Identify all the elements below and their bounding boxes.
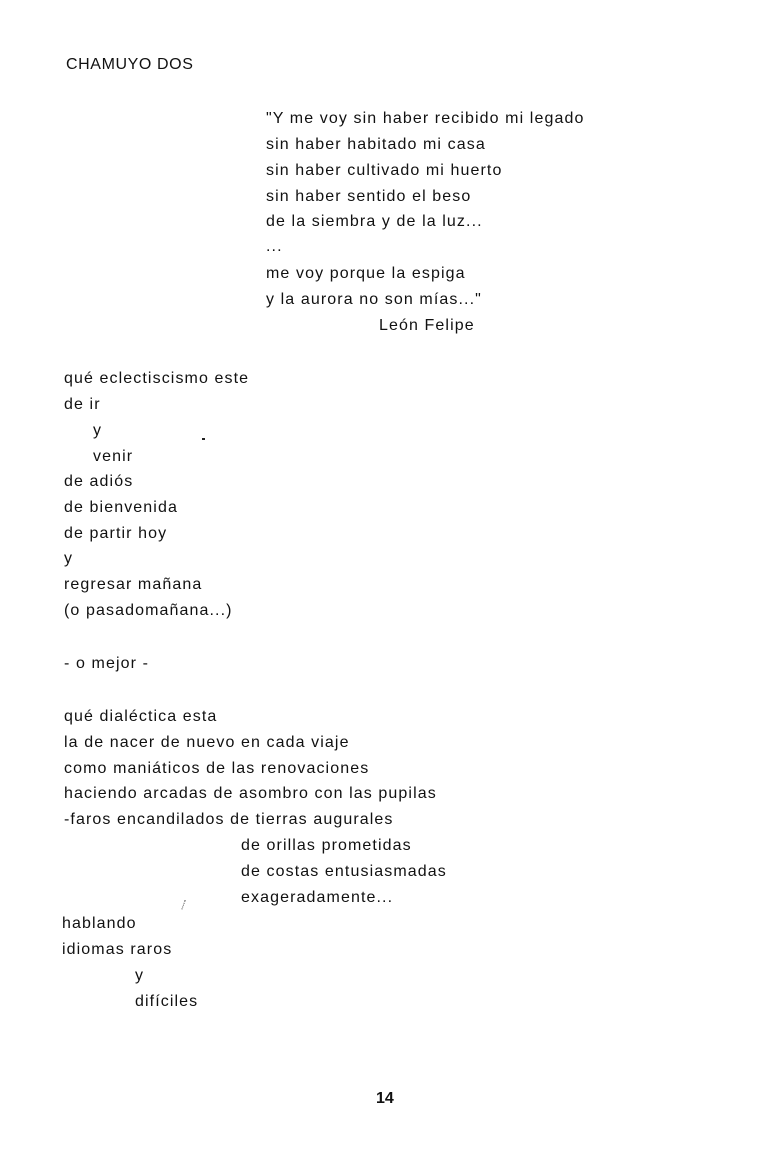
epigraph-line: sin haber habitado mi casa <box>266 136 486 153</box>
poem-line: de adiós <box>64 473 134 490</box>
separator-line: - o mejor - <box>64 655 149 672</box>
poem-line: como maniáticos de las renovaciones <box>64 760 370 777</box>
poem-line: de costas entusiasmadas <box>241 863 447 880</box>
epigraph-line: sin haber sentido el beso <box>266 188 472 205</box>
poem-line: idiomas raros <box>62 941 173 958</box>
poem-line: la de nacer de nuevo en cada viaje <box>64 734 350 751</box>
epigraph-line: sin haber cultivado mi huerto <box>266 162 503 179</box>
poem-line: de partir hoy <box>64 525 168 542</box>
epigraph-line: ... <box>266 238 283 255</box>
poem-line: difíciles <box>135 993 199 1010</box>
poem-line: de bienvenida <box>64 499 178 516</box>
poem-line: hablando <box>62 915 137 932</box>
poem-line: haciendo arcadas de asombro con las pupilas <box>64 785 437 802</box>
poem-line: qué dialéctica esta <box>64 708 218 725</box>
poem-title: CHAMUYO DOS <box>66 56 194 73</box>
epigraph-line: de la siembra y de la luz... <box>266 213 483 230</box>
poem-line: venir <box>93 448 134 465</box>
poem-line: de orillas prometidas <box>241 837 412 854</box>
scan-speck <box>202 438 205 440</box>
poem-line: qué eclectiscismo este <box>64 370 250 387</box>
poem-line: y <box>64 550 74 567</box>
epigraph-line: me voy porque la espiga <box>266 265 466 282</box>
poem-line: y <box>135 967 145 984</box>
epigraph-author: León Felipe <box>379 317 475 334</box>
poem-line: -faros encandilados de tierras augurales <box>64 811 394 828</box>
page-number: 14 <box>376 1090 394 1107</box>
scan-speck <box>181 900 187 910</box>
poem-line: de ir <box>64 396 101 413</box>
epigraph-line: y la aurora no son mías..." <box>266 291 482 308</box>
epigraph-line: "Y me voy sin haber recibido mi legado <box>266 110 585 127</box>
poem-line: regresar mañana <box>64 576 203 593</box>
poem-line: y <box>93 422 103 439</box>
poem-line: exageradamente... <box>241 889 394 906</box>
poem-line: (o pasadomañana...) <box>64 602 233 619</box>
